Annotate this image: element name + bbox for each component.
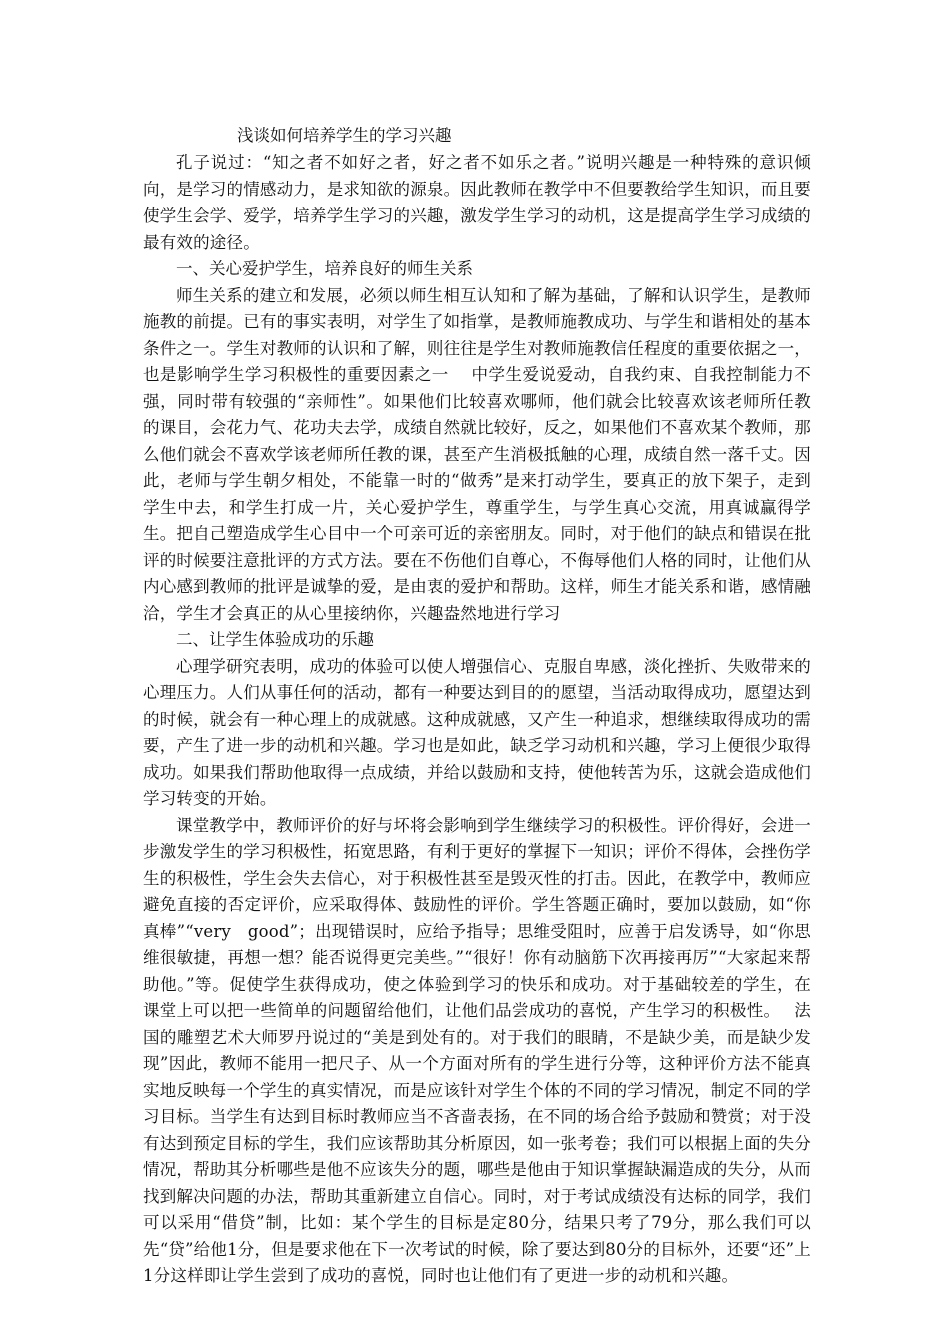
document-title: 浅谈如何培养学生的学习兴趣	[237, 126, 452, 145]
section2-paragraph-1: 心理学研究表明，成功的体验可以使人增强信心、克服自卑感，淡化挫折、失败带来的心理压力。人们从事任何的活动，都有一种要达到目的的愿望，当活动取得成功，愿望达到的时候，就会有一种心理上的成就感。这种成就感，又产生一种追求，想继续取得成功的需要，产生了进一步的动机和兴趣。学习也是如此，缺乏学习动机和兴趣，学习上便很少取得成功。如果我们帮助他取得一点成绩，并给以鼓励和支持，使他转苦为乐，这就会造成他们学习转变的开始。	[143, 656, 811, 808]
document-page	[143, 122, 811, 1290]
intro-paragraph: 孔子说过：“知之者不如好之者，好之者不如乐之者。”说明兴趣是一种特殊的意识倾向，是学习的情感动力，是求知欲的源泉。因此教师在教学中不但要教给学生知识，而且要使学生会学、爱学，培养学生学习的兴趣，激发学生学习的动机，这是提高学生学习成绩的最有效的途径。	[143, 153, 811, 252]
section2-heading: 二、让学生体验成功的乐趣	[176, 630, 374, 649]
section1-heading: 一、关心爱护学生，培养良好的师生关系	[176, 259, 473, 278]
section2-paragraph-2: 课堂教学中，教师评价的好与坏将会影响到学生继续学习的积极性。评价得好，会进一步激发学生的学习积极性，拓宽思路，有利于更好的掌握下一知识；评价不得体，会挫伤学生的积极性，学生会失去信心，对于积极性甚至是毁灭性的打击。因此，在教学中，教师应避免直接的否定评价，应采取得体、鼓励性的评价。学生答题正确时，要加以鼓励，如“你真棒”“very good”；出现错误时，应给予指导；思维受阻时，应善于启发诱导，如“你思维很敏捷，再想一想？能否说得更完美些。”“很好！你有动脑筋下次再接再厉”“大家起来帮助他。”等。促使学生获得成功，使之体验到学习的快乐和成功。对于基础较差的学生，在课堂上可以把一些简单的问题留给他们，让他们品尝成功的喜悦，产生学习的积极性。 法国的雕塑艺术大师罗丹说过的“美是到处有的。对于我们的眼睛，不是缺少美，而是缺少发现”因此，教师不能用一把尺子、从一个方面对所有的学生进行分等，这种评价方法不能真实地反映每一个学生的真实情况，而是应该针对学生个体的不同的学习情况，制定不同的学习目标。当学生有达到目标时教师应当不吝啬表扬，在不同的场合给予鼓励和赞赏；对于没有达到预定目标的学生，我们应该帮助其分析原因，如一张考卷；我们可以根据上面的失分情况，帮助其分析哪些是他不应该失分的题，哪些是他由于知识掌握缺漏造成的失分，从而找到解决问题的办法，帮助其重新建立自信心。同时，对于考试成绩没有达标的同学，我们可以采用“借贷”制，比如：某个学生的目标是定80分，结果只考了79分，那么我们可以先“贷”给他1分，但是要求他在下一次考试的时候，除了要达到80分的目标外，还要“还”上1分这样即让学生尝到了成功的喜悦，同时也让他们有了更进一步的动机和兴趣。	[143, 815, 811, 1285]
section1-paragraph: 师生关系的建立和发展，必须以师生相互认知和了解为基础，了解和认识学生，是教师施教的前提。已有的事实表明，对学生了如指掌，是教师施教成功、与学生和谐相处的基本条件之一。学生对教师的认识和了解，则往往是学生对教师施教信任程度的重要依据之一，也是影响学生学习积极性的重要因素之一 中学生爱说爱动，自我约束、自我控制能力不强，同时带有较强的“亲师性”。如果他们比较喜欢哪师，他们就会比较喜欢该老师所任教的课目，会花力气、花功夫去学，成绩自然就比较好，反之，如果他们不喜欢某个教师，那么他们就会不喜欢学该老师所任教的课，甚至产生消极抵触的心理，成绩自然一落千丈。因此，老师与学生朝夕相处，不能靠一时的“做秀”是来打动学生，要真正的放下架子，走到学生中去，和学生打成一片，关心爱护学生，尊重学生，与学生真心交流，用真诚赢得学生。把自己塑造成学生心目中一个可亲可近的亲密朋友。同时，对于他们的缺点和错误在批评的时候要注意批评的方式方法。要在不伤他们自尊心，不侮辱他们人格的同时，让他们从内心感到教师的批评是诚挚的爱，是由衷的爱护和帮助。这样，师生才能关系和谐，感情融洽，学生才会真正的从心里接纳你，兴趣盎然地进行学习	[143, 285, 811, 623]
